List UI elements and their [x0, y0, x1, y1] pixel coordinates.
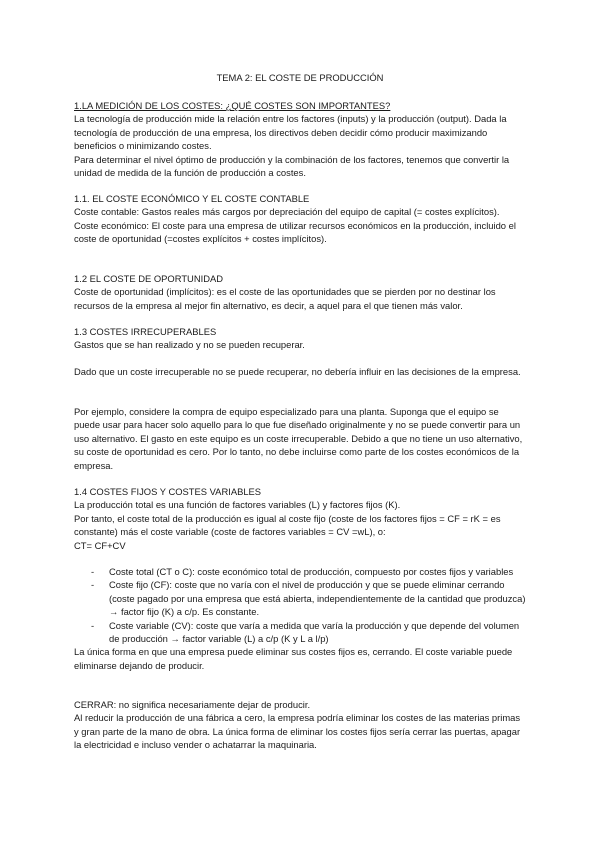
section-1-3-heading: 1.3 COSTES IRRECUPERABLES	[74, 326, 217, 337]
section-1-4-closing	[74, 698, 526, 752]
paragraph: CERRAR: no significa necesariamente dejar de producir.	[74, 699, 311, 710]
section-1-3-note	[74, 365, 526, 378]
list-item: - Coste variable (CV): coste que varía a medida que varía la producción y que depende del volumen de producción → factor variable (L) a c/p (K y L a l/p)	[74, 619, 526, 646]
section-1-3-example	[74, 405, 526, 472]
section-1-1-heading: 1.1. EL COSTE ECONÓMICO Y EL COSTE CONTABLE	[74, 193, 310, 204]
section-1-heading: 1.LA MEDICIÓN DE LOS COSTES: ¿QUÉ COSTES SON IMPORTANTES?	[74, 100, 391, 111]
cost-types-list	[74, 565, 526, 645]
section-1-4-heading: 1.4 COSTES FIJOS Y COSTES VARIABLES	[74, 486, 262, 497]
list-item: - Coste fijo (CF): coste que no varía con el nivel de producción y que se puede eliminar cerrando (coste pagado por una empresa que está abierta, independientemente de la cantidad que produzca) → factor fijo (K) a c/p. Es constante.	[74, 578, 526, 618]
paragraph: Por ejemplo, considere la compra de equipo especializado para una planta. Suponga que el equipo se puede usar para hacer solo aquello para lo que fue diseñado originalmente y no se puede convertir para un uso alternativo. El gasto en este equipo es un coste irrecuperable. Debido a que no tiene un uso alternativo, su coste de oportunidad es cero. Por lo tanto, no debe incluirse como parte de los costes económicos de la empresa.	[74, 406, 523, 471]
paragraph: Coste de oportunidad (implícitos): es el coste de las oportunidades que se pierden por no destinar los recursos de la empresa al mejor fin alternativo, es decir, a aquel para el que tienen más valor.	[74, 286, 496, 311]
page-title: TEMA 2: EL COSTE DE PRODUCCIÓN	[216, 72, 384, 83]
paragraph: Al reducir la producción de una fábrica a cero, la empresa podría eliminar los costes de las materias primas y gran parte de la mano de obra. La única forma de eliminar los costes fijos sería cerrar las puertas, apagar la electricidad e incluso vender o achatarrar la maquinaria.	[74, 712, 521, 751]
paragraph: La producción total es una función de factores variables (L) y factores fijos (K).	[74, 499, 401, 511]
list-item: - Coste total (CT o C): coste económico total de producción, compuesto por costes fijos y variables	[74, 565, 526, 578]
section-1-3	[74, 325, 526, 352]
paragraph: Coste contable: Gastos reales más cargos por depreciación del equipo de capital (= costes explícitos).	[74, 206, 500, 218]
paragraph: La única forma en que una empresa puede eliminar sus costes fijos es, cerrando. El coste variable puede eliminarse dejando de producir.	[74, 646, 513, 671]
paragraph: La tecnología de producción mide la relación entre los factores (inputs) y la producción (output). Dada la tecnología de producción de una empresa, los directivos deben decidir cómo producir maximizando beneficios o minimizando costes.	[74, 113, 507, 152]
section-1-2-heading: 1.2 EL COSTE DE OPORTUNIDAD	[74, 273, 223, 284]
paragraph: Para determinar el nivel óptimo de producción y la combinación de los factores, tenemos que convertir la unidad de medida de la función de producción a costes.	[74, 153, 510, 179]
paragraph: Gastos que se han realizado y no se pueden recuperar.	[74, 339, 305, 351]
section-1-1	[74, 192, 526, 246]
cost-types-list-block	[74, 565, 526, 672]
formula: CT= CF+CV	[74, 539, 126, 551]
section-1-2	[74, 272, 526, 312]
section-1	[74, 99, 526, 179]
paragraph: Dado que un coste irrecuperable no se puede recuperar, no debería influir en las decisiones de la empresa.	[74, 366, 521, 377]
paragraph: Coste económico: El coste para una empresa de utilizar recursos económicos en la producción, incluido el coste de oportunidad (=costes explícitos + costes implícitos).	[74, 219, 516, 245]
paragraph: Por tanto, el coste total de la producción es igual al coste fijo (coste de los factores fijos = CF = rK = es constante) más el coste variable (coste de factores variables = CV =wL), o:	[74, 512, 501, 538]
section-1-4	[74, 485, 526, 552]
